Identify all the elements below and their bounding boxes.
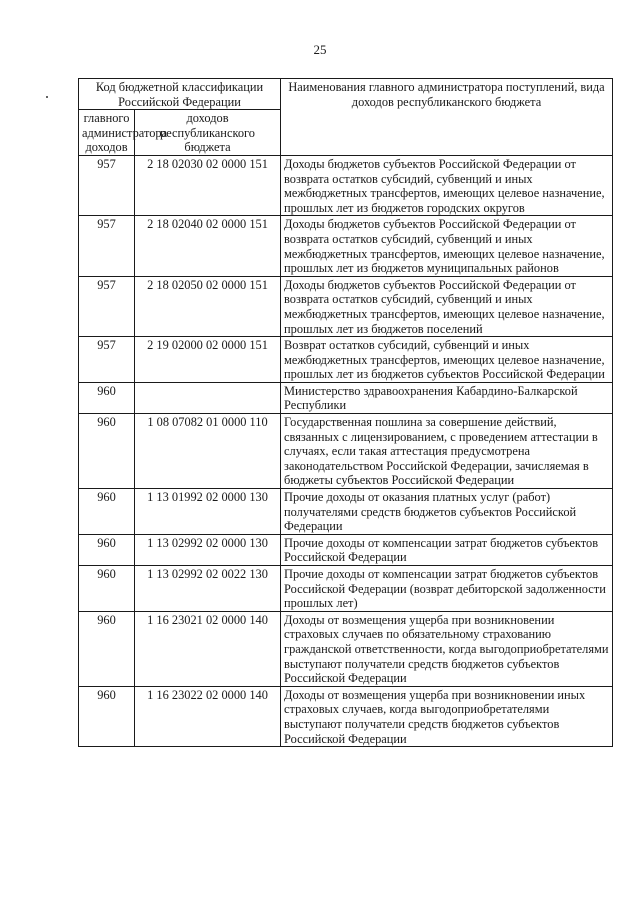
table-header-row-top [79,79,613,110]
revenue-code-cell: 2 18 02040 02 0000 151 [135,216,281,276]
admin-code-cell: 960 [79,489,135,535]
revenue-name-cell: Доходы бюджетов субъектов Российской Федерации от возврата остатков субсидий, субвенций и иных межбюджетных трансфертов, имеющих целевое назначение, прошлых лет из бюджетов поселений [281,276,613,336]
revenue-code-cell: 1 16 23021 02 0000 140 [135,611,281,686]
table-row [79,534,613,565]
admin-code-cell: 957 [79,337,135,383]
header-admin-column: главного администратора доходов [79,110,135,156]
table-row [79,611,613,686]
admin-code-cell: 960 [79,566,135,612]
revenue-code-cell: 1 13 02992 02 0022 130 [135,566,281,612]
table-row [79,382,613,413]
table-row [79,489,613,535]
page-number: 25 [313,42,327,57]
budget-classification-table [78,78,613,747]
admin-code-cell: 957 [79,216,135,276]
revenue-code-cell: 2 19 02000 02 0000 151 [135,337,281,383]
table-row [79,686,613,746]
scan-speck [46,96,48,98]
revenue-name-cell: Доходы от возмещения ущерба при возникновении страховых случаев по обязательному страхованию гражданской ответственности, когда выгодоприобретателями выступают получатели средств бюджетов субъектов Российской Федерации [281,611,613,686]
admin-code-cell: 960 [79,414,135,489]
revenue-code-cell [135,382,281,413]
revenue-name-cell: Доходы бюджетов субъектов Российской Федерации от возврата остатков субсидий, субвенций и иных межбюджетных трансфертов, имеющих целевое назначение, прошлых лет из бюджетов муниципальных районов [281,216,613,276]
admin-code-cell: 960 [79,686,135,746]
revenue-name-cell: Государственная пошлина за совершение действий, связанных с лицензированием, с проведением аттестации в случаях, если такая аттестация предусмотрена законодательством Российской Федерации, зачисляемая в бюджеты субъектов Российской Федерации [281,414,613,489]
revenue-code-cell: 1 13 01992 02 0000 130 [135,489,281,535]
revenue-name-cell: Возврат остатков субсидий, субвенций и иных межбюджетных трансфертов, имеющих целевое назначение, прошлых лет из бюджетов субъектов Российской Федерации [281,337,613,383]
revenue-name-cell: Прочие доходы от компенсации затрат бюджетов субъектов Российской Федерации (возврат дебиторской задолженности прошлых лет) [281,566,613,612]
admin-code-cell: 960 [79,534,135,565]
table-row [79,566,613,612]
header-code-column: доходов республиканского бюджета [135,110,281,156]
header-name-column: Наименования главного администратора поступлений, вида доходов республиканского бюджета [281,79,613,156]
admin-code-cell: 957 [79,155,135,215]
revenue-name-cell: Министерство здравоохранения Кабардино-Балкарской Республики [281,382,613,413]
revenue-name-cell: Прочие доходы от компенсации затрат бюджетов субъектов Российской Федерации [281,534,613,565]
revenue-name-cell: Доходы от возмещения ущерба при возникновении иных страховых случаев, когда выгодоприобретателями выступают получатели средств бюджетов субъектов Российской Федерации [281,686,613,746]
table-row [79,276,613,336]
revenue-code-cell: 1 16 23022 02 0000 140 [135,686,281,746]
revenue-code-cell: 2 18 02050 02 0000 151 [135,276,281,336]
revenue-name-cell: Прочие доходы от оказания платных услуг (работ) получателями средств бюджетов субъектов Российской Федерации [281,489,613,535]
revenue-code-cell: 2 18 02030 02 0000 151 [135,155,281,215]
revenue-code-cell: 1 13 02992 02 0000 130 [135,534,281,565]
revenue-name-cell: Доходы бюджетов субъектов Российской Федерации от возврата остатков субсидий, субвенций и иных межбюджетных трансфертов, имеющих целевое назначение, прошлых лет из бюджетов городских округов [281,155,613,215]
table-row [79,216,613,276]
admin-code-cell: 957 [79,276,135,336]
revenue-code-cell: 1 08 07082 01 0000 110 [135,414,281,489]
table-row [79,155,613,215]
admin-code-cell: 960 [79,382,135,413]
admin-code-cell: 960 [79,611,135,686]
table-row [79,414,613,489]
table-row [79,337,613,383]
header-classification-code: Код бюджетной классификации Российской Федерации [79,79,281,110]
